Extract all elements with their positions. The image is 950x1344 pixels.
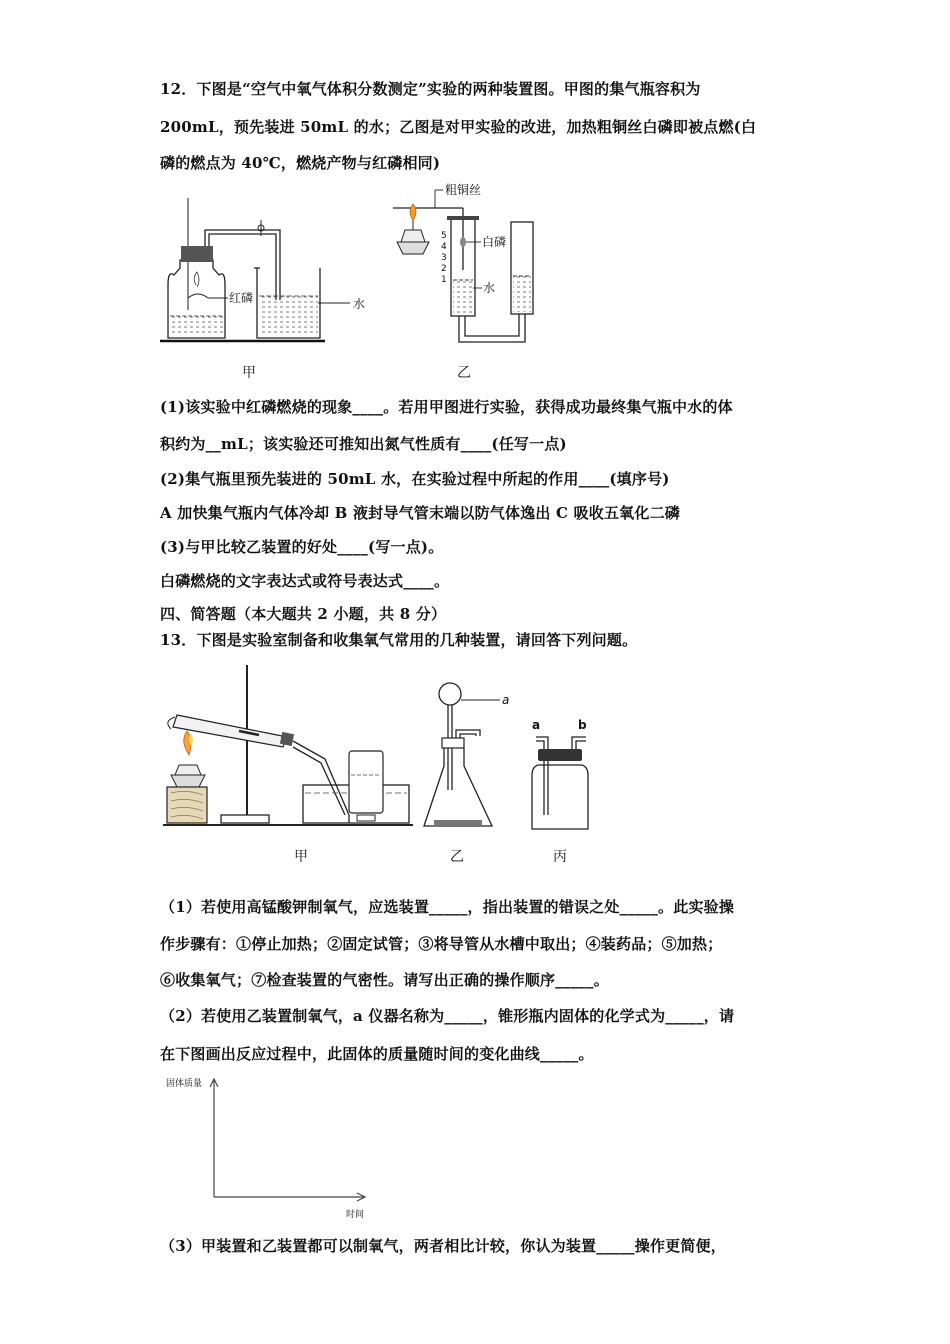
q12-sub1-line-2: 积约为__mL；该实验还可推知出氮气性质有____(任写一点) (160, 435, 567, 453)
water2-label: 水 (483, 281, 496, 295)
tick-3: 3 (441, 253, 447, 263)
tick-1: 1 (441, 275, 447, 285)
q13-figure-yi (420, 680, 520, 830)
q13-caption-yi: 乙 (450, 849, 464, 865)
q12-caption-jia: 甲 (242, 365, 256, 381)
copper-wire-label: 粗铜丝 (445, 183, 482, 197)
q12-caption-yi: 乙 (457, 365, 471, 381)
label-b: b (578, 718, 587, 732)
q13-figure-bing (528, 715, 598, 835)
tick-2: 2 (441, 264, 447, 274)
q12-sub1-line-1: (1)该实验中红磷燃烧的现象____。若用甲图进行实验，获得成功最终集气瓶中水的体 (160, 398, 733, 416)
q12-figure-yi (385, 180, 545, 350)
q13-p2-line-2: 在下图画出反应过程中，此固体的质量随时间的变化曲线_____。 (160, 1045, 594, 1063)
mass-time-graph (160, 1075, 380, 1225)
q13-p2-line-1: （2）若使用乙装置制氧气，a 仪器名称为_____，锥形瓶内固体的化学式为_____，请 (160, 1007, 735, 1025)
q12-sub2: (2)集气瓶里预先装进的 50mL 水，在实验过程中所起的作用____(填序号) (160, 470, 670, 488)
q12-sub2-options: A 加快集气瓶内气体冷却 B 液封导气管末端以防气体逸出 C 吸收五氧化二磷 (160, 504, 680, 522)
label-a: a (502, 693, 510, 707)
q12-sub3: (3)与甲比较乙装置的好处____(写一点)。 (160, 538, 444, 556)
q13-intro: 13．下图是实验室制备和收集氧气常用的几种装置，请回答下列问题。 (160, 631, 638, 649)
q13-p1-line-3: ⑥收集氧气；⑦检查装置的气密性。请写出正确的操作顺序_____。 (160, 971, 609, 989)
q13-p3: （3）甲装置和乙装置都可以制氧气，两者相比计较，你认为装置_____操作更简便， (160, 1237, 726, 1255)
q12-sub3-line-2: 白磷燃烧的文字表达式或符号表达式____。 (160, 572, 450, 590)
graph-x-label: 时间 (346, 1210, 365, 1220)
tick-4: 4 (441, 242, 447, 252)
q13-caption-bing: 丙 (553, 849, 567, 865)
graph-y-label: 固体质量 (166, 1079, 203, 1089)
q13-p1-line-2: 作步骤有：①停止加热；②固定试管；③将导管从水槽中取出；④装药品；⑤加热； (160, 935, 723, 953)
q13-p1-line-1: （1）若使用高锰酸钾制氧气，应选装置_____，指出装置的错误之处_____。此实验操 (160, 898, 735, 916)
section-4-heading: 四、简答题（本大题共 2 小题，共 8 分） (160, 605, 447, 623)
q13-figure-jia (163, 665, 413, 830)
q12-figure-jia (160, 190, 380, 350)
tick-5: 5 (441, 231, 447, 241)
white-phosphorus-label: 白磷 (482, 235, 507, 249)
red-phosphorus-label: 红磷 (229, 291, 254, 305)
q12-intro-line-2: 200mL，预先装进 50mL 的水；乙图是对甲实验的改进，加热粗铜丝白磷即被点燃(白 (160, 118, 757, 136)
q13-caption-jia: 甲 (294, 849, 308, 865)
water-label: 水 (353, 297, 366, 311)
q12-intro-line-1: 12．下图是“空气中氧气体积分数测定”实验的两种装置图。甲图的集气瓶容积为 (160, 80, 701, 98)
q12-intro-line-3: 磷的燃点为 40℃，燃烧产物与红磷相同) (160, 154, 441, 172)
label-a2: a (532, 718, 541, 732)
